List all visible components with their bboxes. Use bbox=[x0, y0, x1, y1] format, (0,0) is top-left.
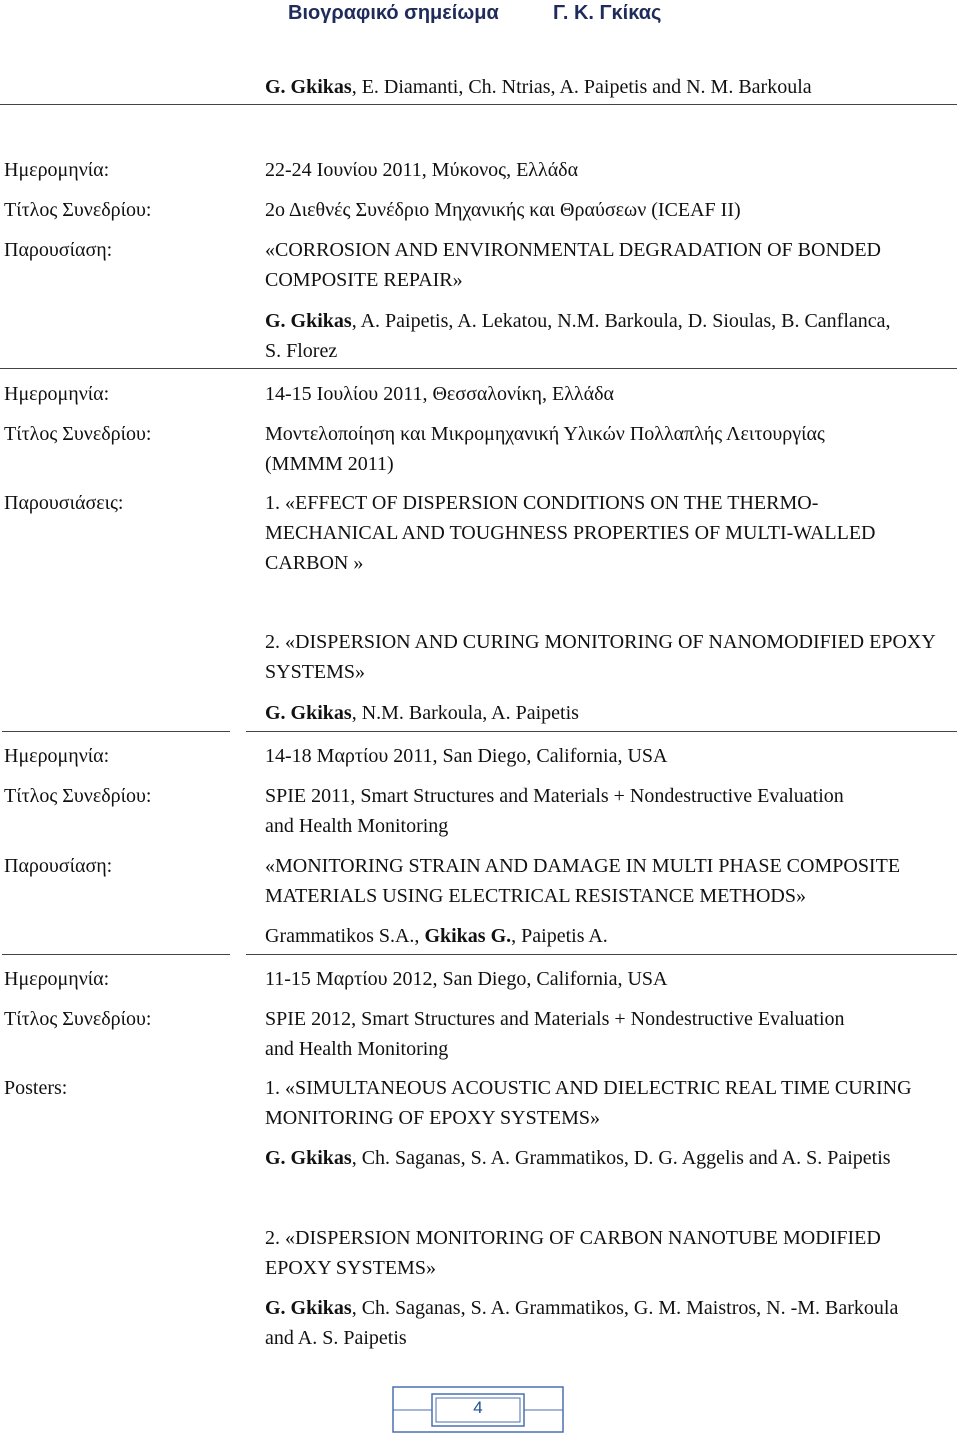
conference-date: 22-24 Ιουνίου 2011, Μύκονος, Ελλάδα bbox=[265, 159, 579, 181]
conference-title: SPIE 2011, Smart Structures and Materials + Nondestructive Evaluation and Health Monitoring bbox=[265, 785, 844, 837]
bold-author: Gkikas G. bbox=[424, 925, 512, 947]
poster-1-authors: G. Gkikas, Ch. Saganas, S. A. Grammatikos, D. G. Aggelis and A. S. Paipetis bbox=[265, 1147, 891, 1169]
page-number: 4 bbox=[473, 1398, 483, 1417]
date-label: Ημερομηνία: bbox=[4, 745, 110, 767]
presentation-2-title: 2. «DISPERSION AND CURING MONITORING OF NANOMODIFIED EPOXY SYSTEMS» bbox=[265, 631, 936, 683]
presentation-label: Παρουσίαση: bbox=[4, 239, 113, 261]
conference-title: Μοντελοποίηση και Μικρομηχανική Υλικών Πολλαπλής Λειτουργίας (ΜΜΜΜ 2011) bbox=[265, 423, 825, 475]
divider bbox=[246, 954, 957, 955]
poster-2-authors: G. Gkikas, Ch. Saganas, S. A. Grammatikos, G. M. Maistros, N. -M. Barkoula and A. S. Paipetis bbox=[265, 1297, 899, 1349]
bold-author: G. Gkikas bbox=[265, 1297, 352, 1319]
divider bbox=[2, 954, 230, 955]
divider bbox=[0, 368, 957, 369]
presentation-label: Παρουσίαση: bbox=[4, 855, 113, 877]
conference-title-label: Τίτλος Συνεδρίου: bbox=[4, 1008, 152, 1030]
presentations-label: Παρουσιάσεις: bbox=[4, 492, 124, 514]
divider bbox=[246, 731, 957, 732]
conference-title-label: Τίτλος Συνεδρίου: bbox=[4, 423, 152, 445]
conference-title: 2ο Διεθνές Συνέδριο Μηχανικής και Θραύσεων (ICEAF II) bbox=[265, 199, 741, 221]
conference-date: 11-15 Μαρτίου 2012, San Diego, California, USA bbox=[265, 968, 668, 990]
poster-2-title: 2. «DISPERSION MONITORING OF CARBON NANOTUBE MODIFIED EPOXY SYSTEMS» bbox=[265, 1227, 881, 1279]
top-authors: G. Gkikas, E. Diamanti, Ch. Ntrias, A. Paipetis and N. M. Barkoula bbox=[265, 76, 812, 98]
date-label: Ημερομηνία: bbox=[4, 159, 110, 181]
divider bbox=[2, 731, 230, 732]
author-name-header: Γ. Κ. Γκίκας bbox=[553, 2, 662, 24]
posters-label: Posters: bbox=[4, 1077, 68, 1099]
conference-title: SPIE 2012, Smart Structures and Materials + Nondestructive Evaluation and Health Monitoring bbox=[265, 1008, 845, 1060]
page-number-box bbox=[392, 1384, 564, 1436]
bold-author: G. Gkikas bbox=[265, 702, 352, 724]
date-label: Ημερομηνία: bbox=[4, 968, 110, 990]
presentation-1-title: 1. «EFFECT OF DISPERSION CONDITIONS ON THE THERMO- MECHANICAL AND TOUGHNESS PROPERTIES OF MULTI-WALLED CARBON » bbox=[265, 492, 876, 574]
divider bbox=[0, 104, 957, 105]
presentation-authors: G. Gkikas, N.M. Barkoula, A. Paipetis bbox=[265, 702, 579, 724]
presentation-authors: Grammatikos S.A., Gkikas G., Paipetis A. bbox=[265, 925, 608, 947]
bold-author: G. Gkikas bbox=[265, 1147, 352, 1169]
presentation-title: «CORROSION AND ENVIRONMENTAL DEGRADATION OF BONDED COMPOSITE REPAIR» bbox=[265, 239, 881, 291]
conference-date: 14-15 Ιουλίου 2011, Θεσσαλονίκη, Ελλάδα bbox=[265, 383, 614, 405]
document-title: Βιογραφικό σημείωμα bbox=[288, 2, 499, 24]
presentation-title: «MONITORING STRAIN AND DAMAGE IN MULTI PHASE COMPOSITE MATERIALS USING ELECTRICAL RESISTANCE METHODS» bbox=[265, 855, 901, 907]
bold-author: G. Gkikas bbox=[265, 310, 352, 332]
conference-date: 14-18 Μαρτίου 2011, San Diego, California, USA bbox=[265, 745, 668, 767]
conference-title-label: Τίτλος Συνεδρίου: bbox=[4, 199, 152, 221]
poster-1-title: 1. «SIMULTANEOUS ACOUSTIC AND DIELECTRIC REAL TIME CURING MONITORING OF EPOXY SYSTEMS» bbox=[265, 1077, 912, 1129]
presentation-authors: G. Gkikas, A. Paipetis, A. Lekatou, N.M. Barkoula, D. Sioulas, B. Canflanca, S. Florez bbox=[265, 310, 891, 362]
conference-title-label: Τίτλος Συνεδρίου: bbox=[4, 785, 152, 807]
bold-author: G. Gkikas bbox=[265, 76, 352, 98]
date-label: Ημερομηνία: bbox=[4, 383, 110, 405]
